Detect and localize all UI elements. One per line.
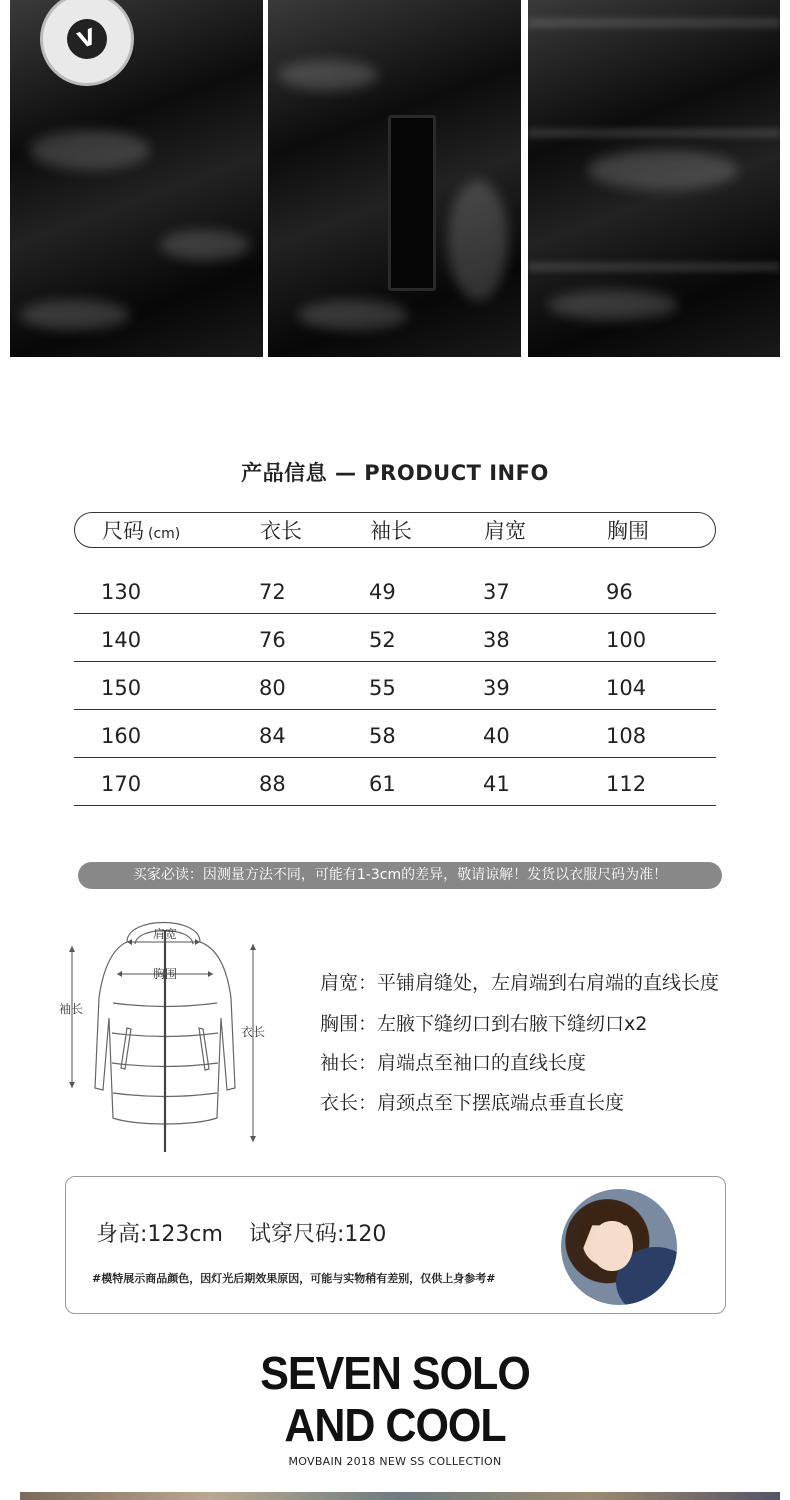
brand-badge-icon: V — [27, 0, 147, 99]
shoulder-label: 肩宽 — [153, 927, 178, 941]
cell-size: 160 — [101, 724, 142, 748]
cell-length: 80 — [259, 676, 286, 700]
sleeve-definition: 袖长：肩端点至袖口的直线长度 — [320, 1052, 587, 1074]
chest-definition: 胸围：左腋下缝纫口到右腋下缝纫口x2 — [320, 1013, 648, 1035]
sleeve-label: 袖长 — [59, 1002, 84, 1016]
size-table-header — [74, 512, 716, 548]
model-note: #模特展示商品颜色，因灯光后期效果原因，可能与实物稍有差别，仅供上身参考# — [92, 1272, 496, 1285]
cell-shoulder: 40 — [483, 724, 510, 748]
garment-measurement-diagram — [55, 908, 285, 1160]
cell-size: 170 — [101, 772, 142, 796]
size-table-body — [74, 566, 716, 806]
header-size: 尺码 (cm) — [102, 519, 181, 543]
cell-length: 84 — [259, 724, 286, 748]
cell-chest: 108 — [606, 724, 647, 748]
model-avatar — [561, 1189, 677, 1305]
product-info-title: 产品信息 — PRODUCT INFO — [241, 461, 549, 485]
header-length: 衣长 — [260, 519, 302, 543]
table-row — [74, 566, 716, 614]
cell-sleeve: 52 — [369, 628, 396, 652]
cell-size: 140 — [101, 628, 142, 652]
chest-label: 胸围 — [153, 967, 178, 981]
next-photo-edge — [20, 1492, 780, 1500]
cell-shoulder: 38 — [483, 628, 510, 652]
table-row — [74, 758, 716, 806]
pocket-detail-photo — [268, 0, 521, 357]
quilting-detail-photo — [528, 0, 780, 357]
cell-shoulder: 39 — [483, 676, 510, 700]
size-table — [74, 512, 716, 806]
length-definition: 衣长：肩颈点至下摆底端点垂直长度 — [320, 1092, 625, 1114]
cell-sleeve: 58 — [369, 724, 396, 748]
zip-pocket — [388, 115, 436, 291]
cell-length: 88 — [259, 772, 286, 796]
table-row — [74, 614, 716, 662]
model-stats — [96, 1217, 386, 1248]
model-info-card — [65, 1176, 726, 1314]
cell-chest: 96 — [606, 580, 633, 604]
size-unit: (cm) — [148, 526, 181, 542]
cell-shoulder: 37 — [483, 580, 510, 604]
cell-length: 72 — [259, 580, 286, 604]
slogan-line-2: AND COOL — [284, 1400, 506, 1452]
buyer-notice-banner: 买家必读：因测量方法不同，可能有1-3cm的差异，敬请谅解！发货以衣服尺码为准！ — [78, 862, 722, 889]
model-height: 身高:123cm — [96, 1222, 223, 1247]
length-label: 衣长 — [241, 1025, 266, 1039]
collection-caption: MOVBAIN 2018 NEW SS COLLECTION — [288, 1455, 502, 1468]
brand-slogan — [0, 1348, 790, 1452]
cell-sleeve: 49 — [369, 580, 396, 604]
cell-chest: 112 — [606, 772, 647, 796]
cell-size: 150 — [101, 676, 142, 700]
sleeve-detail-photo — [10, 0, 263, 357]
header-shoulder: 肩宽 — [484, 519, 526, 543]
cell-length: 76 — [259, 628, 286, 652]
detail-photo-strip — [10, 0, 780, 357]
header-chest: 胸围 — [607, 519, 649, 543]
cell-shoulder: 41 — [483, 772, 510, 796]
cell-chest: 100 — [606, 628, 647, 652]
header-sleeve: 袖长 — [370, 519, 412, 543]
cell-size: 130 — [101, 580, 142, 604]
cell-sleeve: 61 — [369, 772, 396, 796]
table-row — [74, 662, 716, 710]
cell-chest: 104 — [606, 676, 647, 700]
table-row — [74, 710, 716, 758]
shoulder-definition: 肩宽：平铺肩缝处，左肩端到右肩端的直线长度 — [320, 972, 720, 994]
model-size: 试穿尺码:120 — [248, 1222, 387, 1247]
cell-sleeve: 55 — [369, 676, 396, 700]
slogan-line-1: SEVEN SOLO — [260, 1348, 530, 1400]
